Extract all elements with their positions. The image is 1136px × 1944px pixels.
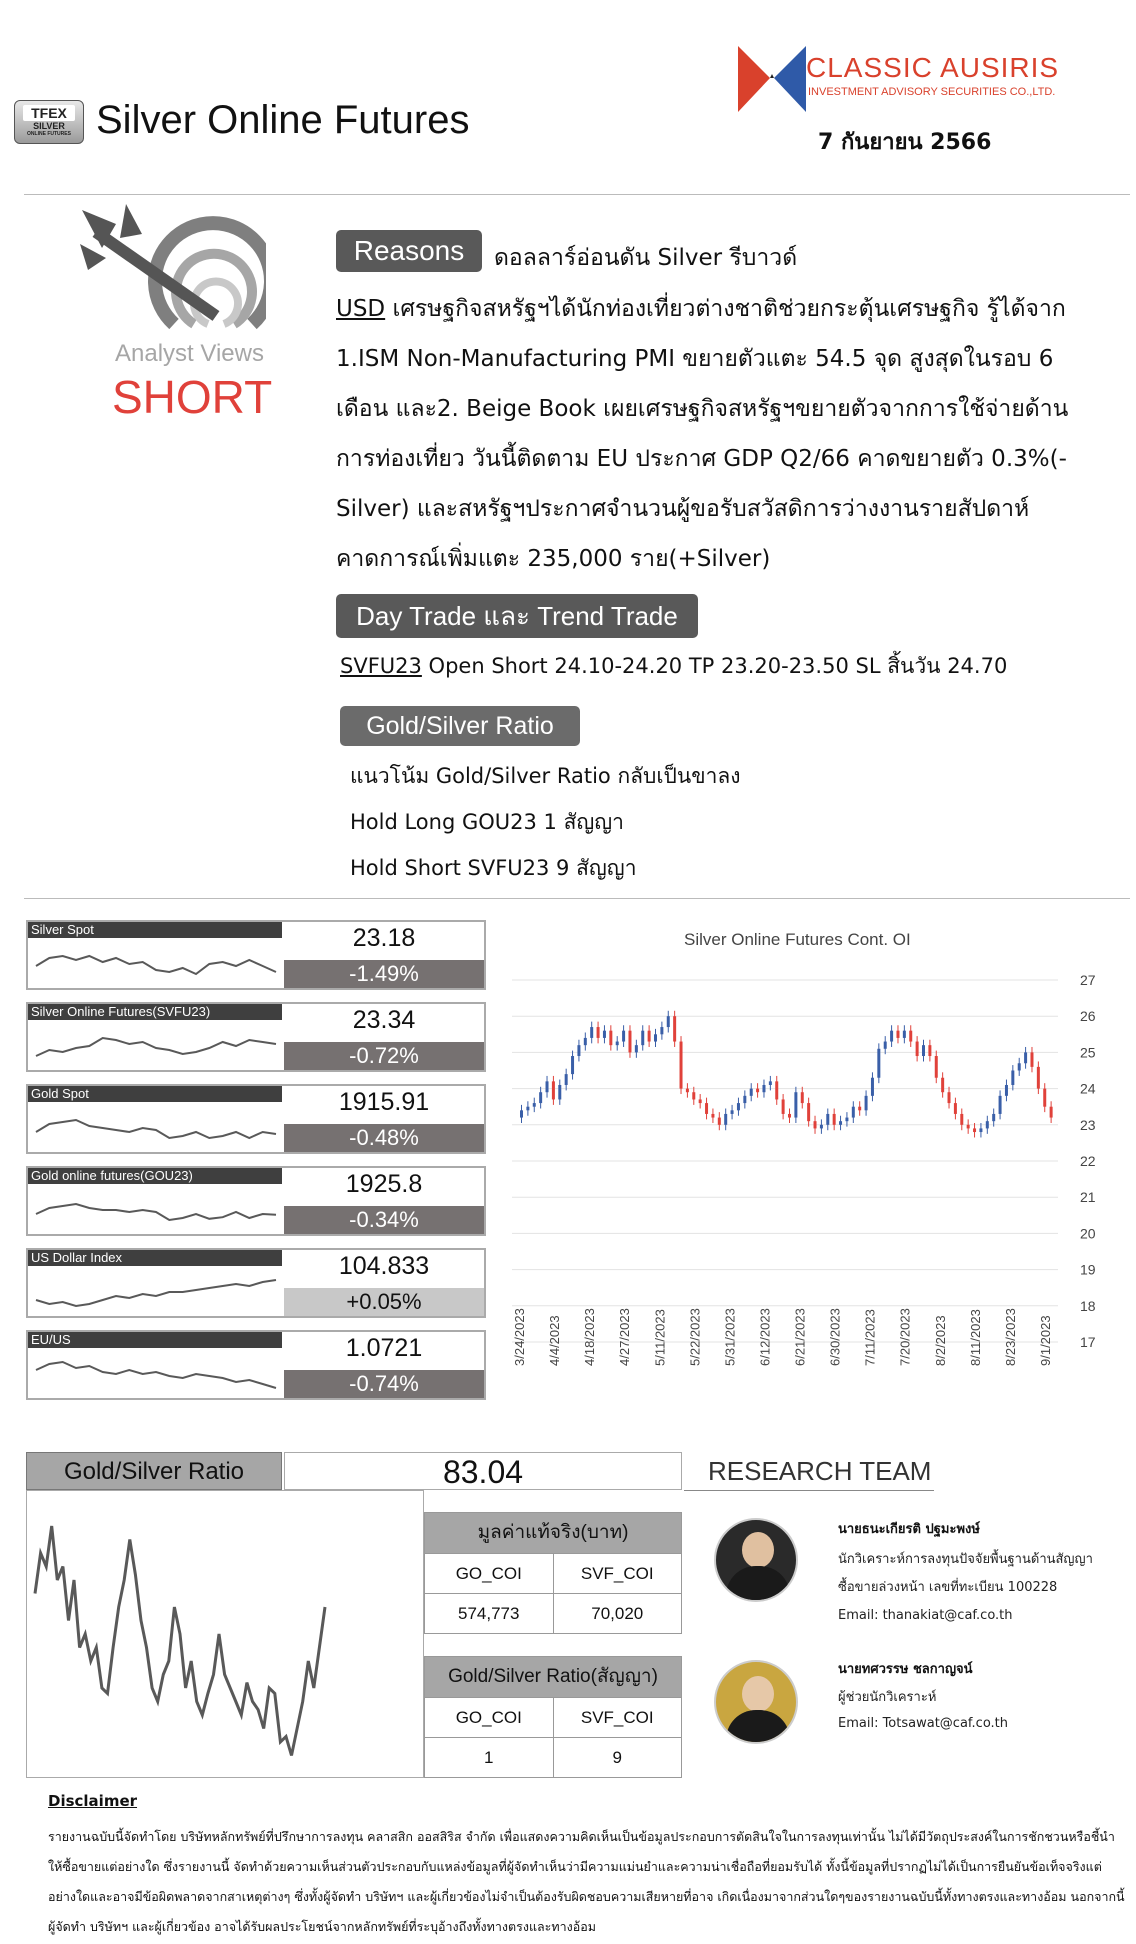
disclaimer-title: Disclaimer [48,1792,138,1810]
tfex-logo-line2: SILVER [33,121,65,131]
candle [635,1045,638,1052]
x-tick-label: 8/2/2023 [932,1315,948,1366]
candle [718,1118,721,1125]
sparkline-series [36,1120,276,1138]
gold-silver-ratio-title: Gold/Silver Ratio [26,1452,282,1490]
candle [622,1031,625,1042]
tfex-logo-line1: TFEX [23,105,75,121]
candle [852,1107,855,1118]
candle [724,1114,727,1125]
candle [1030,1052,1033,1066]
gold-silver-ratio-chart [26,1490,424,1778]
value-table-value-row: 574,773 70,020 [425,1593,681,1633]
candle [743,1096,746,1103]
x-tick-label: 5/11/2023 [652,1309,668,1366]
candle [616,1042,619,1046]
market-panel [26,1084,486,1154]
market-panel [26,1002,486,1072]
research-underline [684,1490,934,1491]
panel-sparkline [30,1186,282,1234]
market-panel [26,1330,486,1400]
candle [960,1114,963,1125]
person-2-role1: ผู้ช่วยนักวิเคราะห์ [838,1690,937,1705]
candle [954,1103,957,1114]
candle [858,1107,861,1111]
reasons-tag: Reasons [336,230,482,272]
x-tick-label: 6/30/2023 [827,1308,843,1366]
candle [865,1096,868,1110]
panel-change: -0.72% [284,1042,484,1070]
tfex-logo [14,100,84,144]
y-tick-label: 26 [1080,1008,1096,1025]
panel-change: -0.74% [284,1370,484,1398]
candle [762,1085,765,1092]
contract-table-header-row: GO_COI SVF_COI [425,1697,681,1737]
page-title: Silver Online Futures [96,98,470,142]
x-tick-label: 6/21/2023 [792,1308,808,1366]
person-1-role1: นักวิเคราะห์การลงทุนปัจจัยพื้นฐานด้านสัญญา [838,1552,1093,1567]
candle [992,1114,995,1121]
candle [909,1031,912,1042]
candle [577,1045,580,1056]
contract-table-title: Gold/Silver Ratio(สัญญา) [425,1657,681,1697]
candle [558,1085,561,1099]
contract-table [424,1656,682,1778]
candle [565,1074,568,1085]
reasons-line-3: เดือน และ2. Beige Book เผยเศรษฐกิจสหรัฐฯขยายตัวจากการใช้จ่ายด้าน [336,396,1069,422]
candle [922,1045,925,1056]
person-1-role2: ซื้อขายล่วงหน้า เลขที่ทะเบียน 100228 [838,1580,1058,1595]
avatar [714,1518,798,1602]
candle [967,1125,970,1129]
analyst-views-label: Analyst Views [115,340,264,367]
x-tick-label: 3/24/2023 [512,1308,527,1366]
panel-label: US Dollar Index [28,1250,282,1266]
reasons-line-4: การท่องเที่ยว วันนี้ติดตาม EU ประกาศ GDP Q2/66 คาดขยายตัว 0.3%(- [336,446,1067,472]
oi-chart [498,910,1098,1370]
candle [1043,1089,1046,1107]
panel-change: -1.49% [284,960,484,988]
y-tick-label: 22 [1080,1153,1096,1169]
panel-value: 23.34 [352,1006,416,1034]
candle [533,1103,536,1107]
panel-value: 1915.91 [338,1088,430,1116]
candle [750,1089,753,1096]
candle [1005,1085,1008,1096]
trade-line: SVFU23 Open Short 24.10-24.20 TP 23.20-23.50 SL สิ้นวัน 24.70 [340,654,1008,678]
panel-label: EU/US [28,1332,282,1348]
value-table [424,1512,682,1634]
candle [660,1027,663,1034]
candle [788,1114,791,1118]
panel-sparkline [30,1350,282,1398]
panel-label: Silver Online Futures(SVFU23) [28,1004,282,1020]
x-tick-label: 4/18/2023 [582,1308,598,1366]
y-tick-label: 18 [1080,1297,1096,1314]
candle [590,1027,593,1038]
x-tick-label: 7/11/2023 [862,1309,878,1366]
candle [526,1107,529,1111]
x-tick-label: 6/12/2023 [757,1308,773,1366]
candle [941,1078,944,1092]
candle [1050,1107,1053,1118]
candle [890,1031,893,1042]
header-divider [24,194,1130,195]
y-tick-label: 27 [1080,972,1096,988]
person-1-name: นายธนะเกียรติ ปฐมะพงษ์ [838,1522,980,1537]
ratio-line-3: Hold Short SVFU23 9 สัญญา [350,856,637,880]
ratio-line-1: แนวโน้ม Gold/Silver Ratio กลับเป็นขาลง [350,764,741,788]
section-divider [24,898,1130,899]
x-tick-label: 5/31/2023 [722,1308,738,1366]
candle [871,1078,874,1096]
candle [597,1027,600,1038]
candle [928,1045,931,1056]
candle [986,1121,989,1128]
candle [845,1118,848,1122]
ratio-line-2: Hold Long GOU23 1 สัญญา [350,810,624,834]
y-tick-label: 24 [1080,1080,1096,1097]
candle [896,1031,899,1038]
candle [552,1081,555,1099]
company-logo-mark [736,44,808,114]
candle [903,1031,906,1038]
candle [769,1081,772,1085]
panel-label: Gold Spot [28,1086,282,1102]
x-tick-label: 8/11/2023 [967,1309,983,1366]
candle [979,1128,982,1132]
candle [794,1092,797,1117]
analyst-view-short: SHORT [112,371,273,423]
candle [1018,1063,1021,1070]
gold-silver-ratio-value: 83.04 [284,1452,682,1490]
x-tick-label: 8/23/2023 [1002,1308,1018,1366]
panel-change: -0.34% [284,1206,484,1234]
sparkline-series [36,956,276,974]
usd-label: USD [336,296,386,322]
sparkline-series [36,1280,276,1306]
candle [711,1114,714,1118]
candle [641,1031,644,1045]
candle [680,1042,683,1089]
candle [833,1114,836,1125]
candle [603,1031,606,1038]
market-panel [26,1248,486,1318]
target-arrow-icon [76,204,266,334]
candle [737,1103,740,1110]
candle [775,1081,778,1099]
panel-sparkline [30,1104,282,1152]
candle [1037,1067,1040,1089]
panel-sparkline [30,940,282,988]
candle [654,1034,657,1041]
candle [948,1092,951,1103]
x-tick-label: 9/1/2023 [1038,1315,1053,1366]
research-team-title: RESEARCH TEAM [708,1456,932,1486]
candle [699,1099,702,1103]
y-tick-label: 20 [1080,1225,1096,1242]
avatar [714,1660,798,1744]
sparkline-series [36,1204,276,1220]
y-tick-label: 17 [1080,1334,1096,1350]
candle [801,1092,804,1103]
candle [648,1031,651,1042]
x-tick-label: 4/4/2023 [547,1315,563,1366]
panel-sparkline [30,1268,282,1316]
y-tick-label: 25 [1080,1044,1096,1061]
candle [814,1121,817,1128]
panel-value: 104.833 [338,1252,430,1280]
report-date: 7 กันยายน 2566 [818,130,992,155]
candle [807,1103,810,1121]
y-tick-label: 19 [1080,1261,1096,1278]
person-2-name: นายทศวรรษ ชลกาญจน์ [838,1662,973,1677]
reasons-line-2: 1.ISM Non-Manufacturing PMI ขยายตัวแตะ 54.5 จุด สูงสุดในรอบ 6 [336,346,1054,372]
contract-table-value-row: 1 9 [425,1737,681,1777]
gold-silver-ratio-series [35,1526,325,1756]
trade-symbol: SVFU23 [340,654,422,678]
oi-chart-plot [498,910,1098,1370]
candle [820,1125,823,1129]
y-tick-label: 23 [1080,1116,1096,1133]
market-panel [26,920,486,990]
x-tick-label: 4/27/2023 [617,1308,633,1366]
panel-value: 23.18 [352,924,416,952]
ratio-tag: Gold/Silver Ratio [340,706,580,746]
company-name: CLASSIC AUSIRIS [806,52,1060,83]
candle [999,1096,1002,1114]
candle [692,1092,695,1099]
panel-sparkline [30,1022,282,1070]
panel-change: +0.05% [284,1288,484,1316]
candle [826,1114,829,1125]
market-panel [26,1166,486,1236]
sparkline-series [36,1038,276,1056]
panel-value: 1.0721 [345,1334,423,1362]
x-tick-label: 5/22/2023 [687,1308,703,1366]
company-subtitle: INVESTMENT ADVISORY SECURITIES CO.,LTD. [808,86,1056,98]
value-table-header-row: GO_COI SVF_COI [425,1553,681,1593]
reasons-line-5: Silver) และสหรัฐฯประกาศจำนวนผู้ขอรับสวัสดิการว่างงานรายสัปดาห์ [336,496,1030,522]
candle [667,1016,670,1027]
y-tick-label: 21 [1080,1189,1096,1206]
candle [705,1103,708,1114]
person-2-email: Email: Totsawat@caf.co.th [838,1716,1009,1731]
candle [884,1042,887,1049]
reasons-headline: ดอลลาร์อ่อนดัน Silver รีบาวด์ [494,245,798,271]
x-tick-label: 7/20/2023 [897,1308,913,1366]
candle [1011,1071,1014,1085]
candle [571,1056,574,1074]
candle [756,1089,759,1093]
candle [539,1092,542,1103]
candle [1024,1052,1027,1063]
candle [782,1099,785,1113]
candle [877,1049,880,1078]
candle [916,1042,919,1056]
trade-tag: Day Trade และ Trend Trade [336,594,698,638]
chart-title: Silver Online Futures Cont. OI [684,930,911,949]
candle [973,1128,976,1132]
candle [839,1121,842,1125]
tfex-logo-line3: ONLINE FUTURES [27,131,71,137]
person-1-email: Email: thanakiat@caf.co.th [838,1608,1013,1623]
sparkline-series [36,1362,276,1388]
candle [935,1056,938,1078]
reasons-line-1: USD เศรษฐกิจสหรัฐฯได้นักท่องเที่ยวต่างชาติช่วยกระตุ้นเศรษฐกิจ รู้ได้จาก [336,296,1066,322]
candle [673,1016,676,1041]
candle [520,1110,523,1117]
value-table-title: มูลค่าแท้จริง(บาท) [425,1513,681,1553]
panel-value: 1925.8 [345,1170,423,1198]
disclaimer-text: รายงานฉบับนี้จัดทำโดย บริษัทหลักทรัพย์ที่ปรึกษาการลงทุน คลาสสิก ออสสิริส จำกัด เพื่อแสดงความคิดเห็นเป็นข้อมูลประกอบการตัดสินใจในการลงทุนเท่านั้น ไม่ได้มีวัตถุประสงค์ในการชักชวนหรือชี้นำให้ซื้อขายแต่อย่างใด ซึ่งรายงานนี้ จัดทำด้วยความเห็นส่วนตัวประกอบกับแหล่งข้อมูลที่ผู้จัดทำเห็นว่ามีความแม่นยำและความน่าเชื่อถือที่ยอมรับได้ ทั้งนี้ข้อมูลที่ปรากฏไม่ได้เป็นการยืนยันข้อเท็จจริงแต่อย่างใดและอาจมีข้อผิดพลาดจากสาเหตุต่างๆ ซึ่งทั้งผู้จัดทำ บริษัทฯ และผู้เกี่ยวข้องไม่จำเป็นต้องรับผิดชอบความเสียหายที่อาจ เกิดเนื่องมาจากส่วนใดๆของรายงานฉบับนี้ทั้งทางตรงและทางอ้อม นอกจากนี้ผู้จัดทำ บริษัทฯ และผู้เกี่ยวข้อง อาจได้รับผลประโยชน์จากหลักทรัพย์ที่ระบุอ้างถึงทั้งทางตรงและทางอ้อม [48,1829,1125,1934]
panel-change: -0.48% [284,1124,484,1152]
candle [609,1031,612,1045]
reasons-line-6: คาดการณ์เพิ่มแตะ 235,000 ราย(+Silver) [336,546,771,572]
candle [546,1081,549,1092]
candle [584,1038,587,1045]
candle [686,1089,689,1093]
candle [628,1031,631,1053]
candle [731,1110,734,1114]
panel-label: Silver Spot [28,922,282,938]
panel-label: Gold online futures(GOU23) [28,1168,282,1184]
